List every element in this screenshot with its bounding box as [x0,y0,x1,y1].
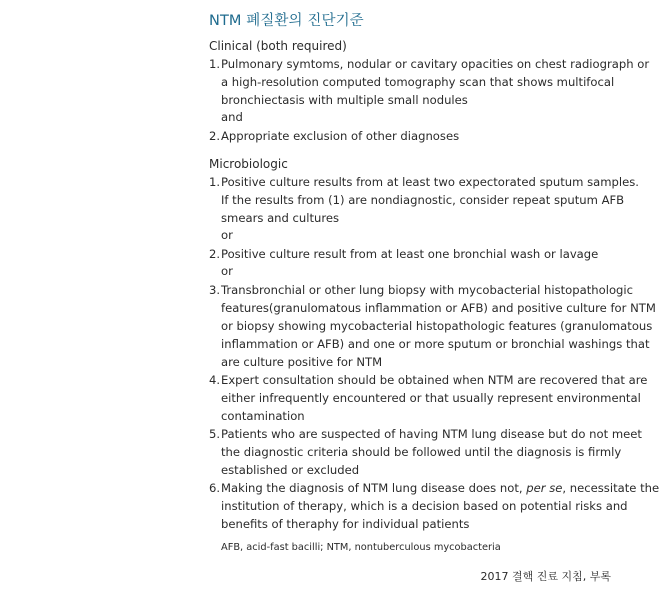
item-text: institution of therapy, which is a decision based on potential risks and [221,499,628,513]
item-number: 2. [209,247,221,261]
micro-item-2 [209,245,619,263]
item-number: 2. [209,129,221,143]
item-text: Positive culture result from at least one bronchial wash or lavage [221,247,599,261]
clinical-heading: Clinical (both required) [209,39,347,53]
micro-item-3 [209,281,656,371]
item-text: bronchiectasis with multiple small nodules [221,93,468,107]
conjunction-or: or [221,228,233,242]
clinical-item-2 [209,127,619,145]
item-text: Transbronchial or other lung biopsy with mycobacterial histopathologic [221,283,633,297]
conjunction-and: and [221,110,243,124]
item-number: 6. [209,481,221,495]
item-number: 1. [209,57,221,71]
footnote: AFB, acid-fast bacilli; NTM, nontuberculous mycobacteria [221,542,501,553]
item-text: Making the diagnosis of NTM lung disease does not, [221,481,527,495]
micro-item-1 [209,173,639,227]
item-text: the diagnostic criteria should be followed until the diagnosis is firmly [221,445,622,459]
conjunction-or: or [221,264,233,278]
item-text: smears and cultures [221,211,340,225]
item-text: a high-resolution computed tomography scan that shows multifocal [221,75,615,89]
italic-text: per se [526,481,563,495]
item-number: 4. [209,373,221,387]
item-text: If the results from (1) are nondiagnostic, consider repeat sputum AFB [221,193,625,207]
item-text: Appropriate exclusion of other diagnoses [221,129,460,143]
item-text: inflammation or AFB) and one or more sputum or bronchial washings that [221,337,650,351]
item-number: 3. [209,283,221,297]
item-text: either infrequently encountered or that usually represent environmental [221,391,641,405]
source-citation: 2017 결핵 진료 지침, 부록 [480,570,611,583]
item-number: 5. [209,427,221,441]
clinical-item-1 [209,55,650,109]
item-text: benefits of theraphy for individual patients [221,517,470,531]
item-text: Pulmonary symtoms, nodular or cavitary opacities on chest radiograph or [221,57,650,71]
item-text: Positive culture results from at least two expectorated sputum samples. [221,175,639,189]
item-text: are culture positive for NTM [221,355,383,369]
item-number: 1. [209,175,221,189]
item-text: , necessitate the [562,481,659,495]
item-text: or biopsy showing mycobacterial histopathologic features (granulomatous [221,319,653,333]
microbiologic-heading: Microbiologic [209,157,288,171]
item-text: established or excluded [221,463,360,477]
micro-item-5 [209,425,642,479]
micro-item-6 [209,479,659,533]
page-title: NTM 폐질환의 진단기준 [209,13,364,29]
item-text: Expert consultation should be obtained when NTM are recovered that are [221,373,648,387]
micro-item-4 [209,371,648,425]
item-text: Patients who are suspected of having NTM lung disease but do not meet [221,427,642,441]
item-text: features(granulomatous inflammation or AFB) and positive culture for NTM [221,301,656,315]
item-text: contamination [221,409,305,423]
